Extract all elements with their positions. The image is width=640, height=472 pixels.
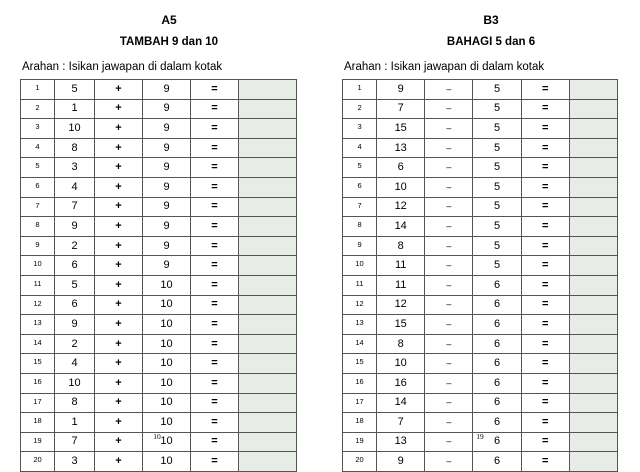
first-operand: 4: [55, 177, 95, 197]
operator-sign: +: [95, 452, 143, 472]
second-operand: 9: [143, 236, 191, 256]
equals-sign: =: [521, 452, 569, 472]
question-number: 5: [21, 158, 55, 178]
operator-sign: +: [95, 334, 143, 354]
first-operand: 10: [55, 373, 95, 393]
exercise-row: [21, 99, 297, 119]
first-operand: 15: [377, 119, 425, 139]
first-operand: 12: [377, 197, 425, 217]
answer-box[interactable]: [569, 295, 617, 315]
answer-box[interactable]: [569, 217, 617, 237]
second-operand: 5: [473, 119, 521, 139]
first-operand: 9: [377, 80, 425, 100]
question-number: 4: [21, 138, 55, 158]
equals-sign: =: [521, 393, 569, 413]
second-operand: 5: [473, 256, 521, 276]
equals-sign: =: [521, 99, 569, 119]
first-operand: 14: [377, 393, 425, 413]
question-number: 20: [21, 452, 55, 472]
exercise-row: [21, 197, 297, 217]
equals-sign: =: [521, 432, 569, 452]
operator-sign: –: [425, 334, 473, 354]
equals-sign: =: [521, 275, 569, 295]
equals-sign: =: [191, 138, 239, 158]
question-number: 15: [21, 354, 55, 374]
second-operand: 6: [473, 413, 521, 433]
question-number: 14: [21, 334, 55, 354]
first-operand: 11: [377, 256, 425, 276]
second-operand: 10: [143, 354, 191, 374]
first-operand: 10: [55, 119, 95, 139]
answer-box[interactable]: [569, 354, 617, 374]
question-number: 17: [343, 393, 377, 413]
answer-box[interactable]: [239, 393, 297, 413]
question-number: 3: [343, 119, 377, 139]
exercise-row: [21, 138, 297, 158]
operator-sign: +: [95, 393, 143, 413]
operator-sign: –: [425, 158, 473, 178]
operator-sign: +: [95, 217, 143, 237]
second-operand: 9: [143, 138, 191, 158]
answer-box[interactable]: [239, 275, 297, 295]
operator-sign: –: [425, 256, 473, 276]
first-operand: 8: [55, 138, 95, 158]
second-operand: 6: [473, 452, 521, 472]
operator-sign: +: [95, 158, 143, 178]
operator-sign: +: [95, 119, 143, 139]
second-operand: 6: [473, 393, 521, 413]
question-number: 6: [21, 177, 55, 197]
exercise-row: [343, 413, 618, 433]
first-operand: 7: [377, 413, 425, 433]
question-number: 12: [343, 295, 377, 315]
operator-sign: +: [95, 99, 143, 119]
second-operand: 9: [143, 177, 191, 197]
first-operand: 8: [377, 236, 425, 256]
second-operand: 9: [143, 256, 191, 276]
second-operand: 9: [143, 197, 191, 217]
equals-sign: =: [191, 99, 239, 119]
second-operand: 6: [473, 432, 521, 452]
question-number: 5: [343, 158, 377, 178]
second-operand: 10: [143, 432, 191, 452]
first-operand: 16: [377, 373, 425, 393]
question-number: 6: [343, 177, 377, 197]
second-operand: 6: [473, 373, 521, 393]
question-number: 7: [21, 197, 55, 217]
operator-sign: +: [95, 373, 143, 393]
operator-sign: –: [425, 236, 473, 256]
equals-sign: =: [191, 393, 239, 413]
answer-box[interactable]: [569, 177, 617, 197]
operator-sign: +: [95, 354, 143, 374]
second-operand: 10: [143, 315, 191, 335]
answer-box[interactable]: [239, 452, 297, 472]
question-number: 17: [21, 393, 55, 413]
second-operand: 10: [143, 334, 191, 354]
operator-sign: –: [425, 432, 473, 452]
operator-sign: +: [95, 275, 143, 295]
operator-sign: +: [95, 236, 143, 256]
equals-sign: =: [191, 236, 239, 256]
operator-sign: –: [425, 452, 473, 472]
first-operand: 1: [55, 99, 95, 119]
question-number: 10: [343, 256, 377, 276]
worksheet-addition: [20, 0, 318, 468]
operator-sign: –: [425, 119, 473, 139]
first-operand: 10: [377, 177, 425, 197]
exercise-table: [342, 79, 618, 472]
question-number: 19: [21, 432, 55, 452]
equals-sign: =: [191, 177, 239, 197]
question-number: 19: [343, 432, 377, 452]
second-operand: 5: [473, 217, 521, 237]
equals-sign: =: [521, 334, 569, 354]
exercise-row: [343, 217, 618, 237]
answer-box[interactable]: [569, 393, 617, 413]
answer-box[interactable]: [569, 432, 617, 452]
question-number: 11: [343, 275, 377, 295]
first-operand: 9: [55, 315, 95, 335]
question-number: 8: [343, 217, 377, 237]
answer-box[interactable]: [569, 373, 617, 393]
equals-sign: =: [521, 197, 569, 217]
equals-sign: =: [191, 334, 239, 354]
question-number: 3: [21, 119, 55, 139]
question-number: 11: [21, 275, 55, 295]
exercise-row: [21, 158, 297, 178]
second-operand: 10: [143, 295, 191, 315]
answer-box[interactable]: [239, 217, 297, 237]
exercise-row: [343, 138, 618, 158]
equals-sign: =: [521, 158, 569, 178]
question-number: 8: [21, 217, 55, 237]
question-number: 16: [343, 373, 377, 393]
question-number: 12: [21, 295, 55, 315]
operator-sign: –: [425, 217, 473, 237]
exercise-row: [21, 275, 297, 295]
question-number: 1: [21, 80, 55, 100]
operator-sign: –: [425, 275, 473, 295]
answer-box[interactable]: [239, 80, 297, 100]
question-number: 18: [21, 413, 55, 433]
worksheet-division: [342, 0, 640, 468]
page-number: 19: [476, 432, 484, 441]
second-operand: 5: [473, 177, 521, 197]
exercise-row: [343, 197, 618, 217]
question-number: 9: [21, 236, 55, 256]
second-operand: 9: [143, 158, 191, 178]
question-number: 7: [343, 197, 377, 217]
exercise-row: [21, 354, 297, 374]
first-operand: 8: [377, 334, 425, 354]
second-operand: 10: [143, 275, 191, 295]
exercise-row: [21, 295, 297, 315]
second-operand: 5: [473, 80, 521, 100]
operator-sign: –: [425, 393, 473, 413]
second-operand: 6: [473, 295, 521, 315]
answer-box[interactable]: [239, 158, 297, 178]
operator-sign: –: [425, 99, 473, 119]
operator-sign: –: [425, 177, 473, 197]
answer-box[interactable]: [569, 119, 617, 139]
equals-sign: =: [521, 119, 569, 139]
exercise-row: [343, 452, 618, 472]
question-number: 4: [343, 138, 377, 158]
equals-sign: =: [191, 119, 239, 139]
exercise-row: [343, 315, 618, 335]
exercise-row: [21, 393, 297, 413]
answer-box[interactable]: [239, 315, 297, 335]
first-operand: 7: [377, 99, 425, 119]
exercise-row: [343, 295, 618, 315]
second-operand: 6: [473, 275, 521, 295]
answer-box[interactable]: [239, 413, 297, 433]
exercise-row: [343, 119, 618, 139]
answer-box[interactable]: [569, 256, 617, 276]
second-operand: 5: [473, 138, 521, 158]
operator-sign: +: [95, 295, 143, 315]
question-number: 1: [343, 80, 377, 100]
equals-sign: =: [191, 275, 239, 295]
first-operand: 13: [377, 432, 425, 452]
equals-sign: =: [521, 217, 569, 237]
first-operand: 6: [55, 295, 95, 315]
exercise-row: [21, 334, 297, 354]
equals-sign: =: [521, 315, 569, 335]
second-operand: 10: [143, 413, 191, 433]
equals-sign: =: [191, 315, 239, 335]
second-operand: 6: [473, 354, 521, 374]
second-operand: 5: [473, 99, 521, 119]
equals-sign: =: [521, 354, 569, 374]
equals-sign: =: [521, 236, 569, 256]
answer-box[interactable]: [239, 197, 297, 217]
equals-sign: =: [191, 432, 239, 452]
first-operand: 8: [55, 393, 95, 413]
first-operand: 12: [377, 295, 425, 315]
first-operand: 3: [55, 158, 95, 178]
equals-sign: =: [521, 295, 569, 315]
exercise-row: [343, 373, 618, 393]
operator-sign: +: [95, 432, 143, 452]
equals-sign: =: [191, 373, 239, 393]
exercise-row: [343, 334, 618, 354]
answer-box[interactable]: [239, 236, 297, 256]
first-operand: 3: [55, 452, 95, 472]
first-operand: 10: [377, 354, 425, 374]
equals-sign: =: [191, 354, 239, 374]
first-operand: 5: [55, 275, 95, 295]
first-operand: 9: [55, 217, 95, 237]
exercise-row: [21, 452, 297, 472]
answer-box[interactable]: [239, 138, 297, 158]
answer-box[interactable]: [569, 80, 617, 100]
second-operand: 9: [143, 80, 191, 100]
second-operand: 10: [143, 373, 191, 393]
exercise-row: [343, 99, 618, 119]
exercise-row: [343, 236, 618, 256]
answer-box[interactable]: [239, 373, 297, 393]
exercise-row: [21, 177, 297, 197]
question-number: 18: [343, 413, 377, 433]
exercise-row: [21, 373, 297, 393]
equals-sign: =: [191, 217, 239, 237]
answer-box[interactable]: [569, 99, 617, 119]
first-operand: 2: [55, 334, 95, 354]
operator-sign: –: [425, 315, 473, 335]
exercise-row: [21, 217, 297, 237]
first-operand: 15: [377, 315, 425, 335]
question-number: 10: [21, 256, 55, 276]
operator-sign: –: [425, 80, 473, 100]
first-operand: 7: [55, 432, 95, 452]
question-number: 13: [343, 315, 377, 335]
exercise-row: [343, 275, 618, 295]
operator-sign: +: [95, 138, 143, 158]
operator-sign: –: [425, 373, 473, 393]
question-number: 16: [21, 373, 55, 393]
exercise-row: [21, 236, 297, 256]
equals-sign: =: [191, 295, 239, 315]
equals-sign: =: [191, 80, 239, 100]
operator-sign: +: [95, 197, 143, 217]
answer-box[interactable]: [239, 256, 297, 276]
worksheet-title: TAMBAH 9 dan 10: [119, 36, 219, 48]
first-operand: 9: [377, 452, 425, 472]
operator-sign: +: [95, 413, 143, 433]
exercise-row: [21, 413, 297, 433]
exercise-row: [21, 80, 297, 100]
answer-box[interactable]: [239, 295, 297, 315]
second-operand: 9: [143, 119, 191, 139]
operator-sign: –: [425, 354, 473, 374]
second-operand: 9: [143, 99, 191, 119]
exercise-table: [20, 79, 297, 472]
first-operand: 4: [55, 354, 95, 374]
first-operand: 11: [377, 275, 425, 295]
exercise-row: [21, 119, 297, 139]
equals-sign: =: [521, 138, 569, 158]
answer-box[interactable]: [569, 138, 617, 158]
first-operand: 5: [55, 80, 95, 100]
operator-sign: +: [95, 177, 143, 197]
question-number: 20: [343, 452, 377, 472]
worksheet-code: B3: [483, 13, 499, 27]
question-number: 14: [343, 334, 377, 354]
question-number: 2: [21, 99, 55, 119]
answer-box[interactable]: [569, 315, 617, 335]
exercise-row: [343, 256, 618, 276]
equals-sign: =: [521, 177, 569, 197]
equals-sign: =: [191, 452, 239, 472]
answer-box[interactable]: [239, 432, 297, 452]
first-operand: 13: [377, 138, 425, 158]
page-number: 10: [153, 432, 161, 441]
exercise-row: [343, 80, 618, 100]
equals-sign: =: [521, 256, 569, 276]
worksheet-title: BAHAGI 5 dan 6: [446, 36, 536, 48]
exercise-row: [343, 354, 618, 374]
worksheet-instruction: Arahan : Isikan jawapan di dalam kotak: [344, 61, 545, 73]
question-number: 2: [343, 99, 377, 119]
first-operand: 1: [55, 413, 95, 433]
operator-sign: –: [425, 413, 473, 433]
equals-sign: =: [521, 413, 569, 433]
second-operand: 5: [473, 236, 521, 256]
second-operand: 9: [143, 217, 191, 237]
question-number: 13: [21, 315, 55, 335]
answer-box[interactable]: [239, 334, 297, 354]
answer-box[interactable]: [239, 354, 297, 374]
worksheet-instruction: Arahan : Isikan jawapan di dalam kotak: [22, 61, 223, 73]
second-operand: 10: [143, 452, 191, 472]
first-operand: 7: [55, 197, 95, 217]
answer-box[interactable]: [569, 452, 617, 472]
worksheet-code: A5: [161, 13, 177, 27]
exercise-row: [21, 315, 297, 335]
question-number: 9: [343, 236, 377, 256]
answer-box[interactable]: [569, 413, 617, 433]
second-operand: 6: [473, 334, 521, 354]
operator-sign: +: [95, 80, 143, 100]
equals-sign: =: [191, 413, 239, 433]
exercise-row: [343, 177, 618, 197]
second-operand: 5: [473, 197, 521, 217]
exercise-row: [343, 158, 618, 178]
answer-box[interactable]: [569, 236, 617, 256]
equals-sign: =: [191, 197, 239, 217]
answer-box[interactable]: [569, 158, 617, 178]
question-number: 15: [343, 354, 377, 374]
answer-box[interactable]: [239, 99, 297, 119]
first-operand: 6: [377, 158, 425, 178]
exercise-row: [21, 256, 297, 276]
answer-box[interactable]: [239, 177, 297, 197]
first-operand: 2: [55, 236, 95, 256]
first-operand: 14: [377, 217, 425, 237]
answer-box[interactable]: [239, 119, 297, 139]
operator-sign: +: [95, 315, 143, 335]
equals-sign: =: [521, 373, 569, 393]
answer-box[interactable]: [569, 197, 617, 217]
second-operand: 5: [473, 158, 521, 178]
answer-box[interactable]: [569, 275, 617, 295]
equals-sign: =: [191, 256, 239, 276]
operator-sign: –: [425, 138, 473, 158]
answer-box[interactable]: [569, 334, 617, 354]
equals-sign: =: [521, 80, 569, 100]
second-operand: 10: [143, 393, 191, 413]
exercise-row: [343, 393, 618, 413]
equals-sign: =: [191, 158, 239, 178]
operator-sign: +: [95, 256, 143, 276]
operator-sign: –: [425, 295, 473, 315]
first-operand: 6: [55, 256, 95, 276]
operator-sign: –: [425, 197, 473, 217]
second-operand: 6: [473, 315, 521, 335]
